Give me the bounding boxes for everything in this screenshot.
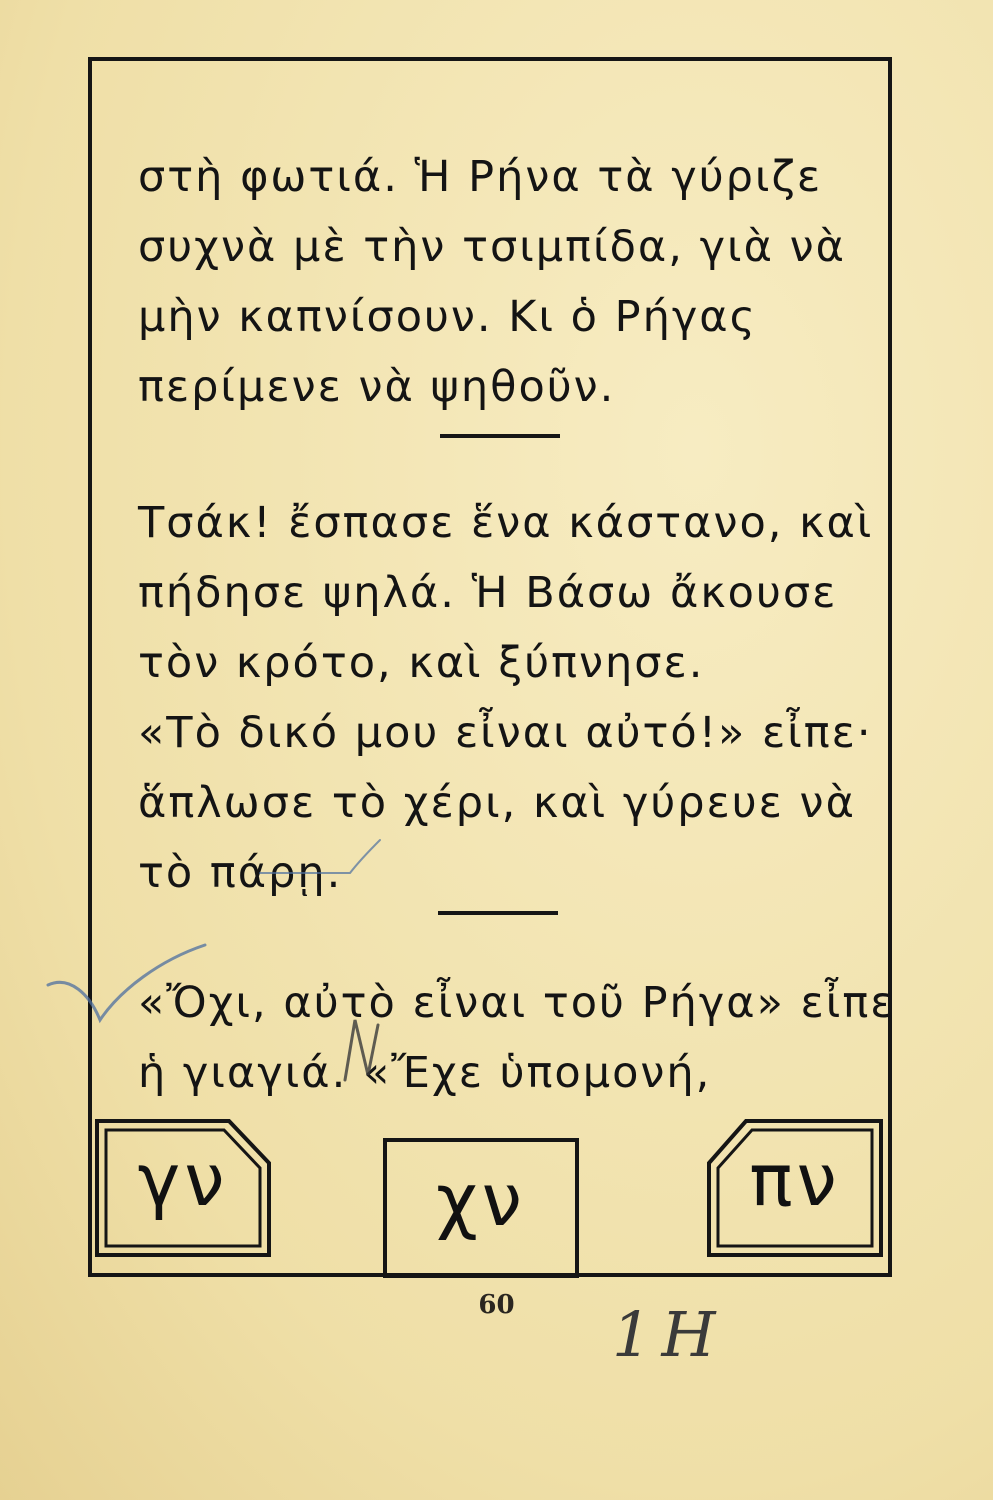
text-line: τὸ πάρῃ.: [138, 848, 343, 898]
letter-box-pn: [706, 1118, 884, 1258]
text-line: τὸν κρότο, καὶ ξύπνησε.: [138, 638, 705, 688]
section-divider: [438, 911, 558, 915]
letter-pair-text: χν: [436, 1158, 526, 1242]
paragraph-2: [138, 488, 873, 908]
paragraph-3: [138, 968, 895, 1108]
text-line: πήδησε ψηλά. Ἡ Βάσω ἄκουσε: [138, 568, 838, 618]
handwritten-note: 1Η: [612, 1298, 726, 1371]
section-divider: [440, 434, 560, 438]
text-line: συχνὰ μὲ τὴν τσιμπίδα, γιὰ νὰ: [138, 222, 846, 272]
text-line: μὴν καπνίσουν. Κι ὁ Ρήγας: [138, 292, 757, 342]
text-line: περίμενε νὰ ψηθοῦν.: [138, 362, 616, 412]
letter-box-gn: [94, 1118, 272, 1258]
text-line: «Ὄχι, αὐτὸ εἶναι τοῦ Ρήγα» εἶπε: [138, 978, 896, 1028]
page-number: 60: [478, 1290, 515, 1320]
text-line: «Τὸ δικό μου εἶναι αὐτό!» εἶπε·: [138, 708, 873, 758]
letter-box-chn: [383, 1138, 579, 1278]
text-line: ἅπλωσε τὸ χέρι, καὶ γύρευε νὰ: [138, 778, 856, 828]
letter-pair-text: πν: [749, 1138, 841, 1222]
paragraph-1: [138, 142, 846, 422]
text-line: ἡ γιαγιά. «Ἔχε ὑπομονή,: [138, 1048, 712, 1098]
text-line: Τσάκ! ἔσπασε ἕνα κάστανο, καὶ: [138, 498, 874, 548]
letter-pair-text: γν: [137, 1138, 229, 1222]
text-line: στὴ φωτιά. Ἡ Ρήνα τὰ γύριζε: [138, 152, 823, 202]
